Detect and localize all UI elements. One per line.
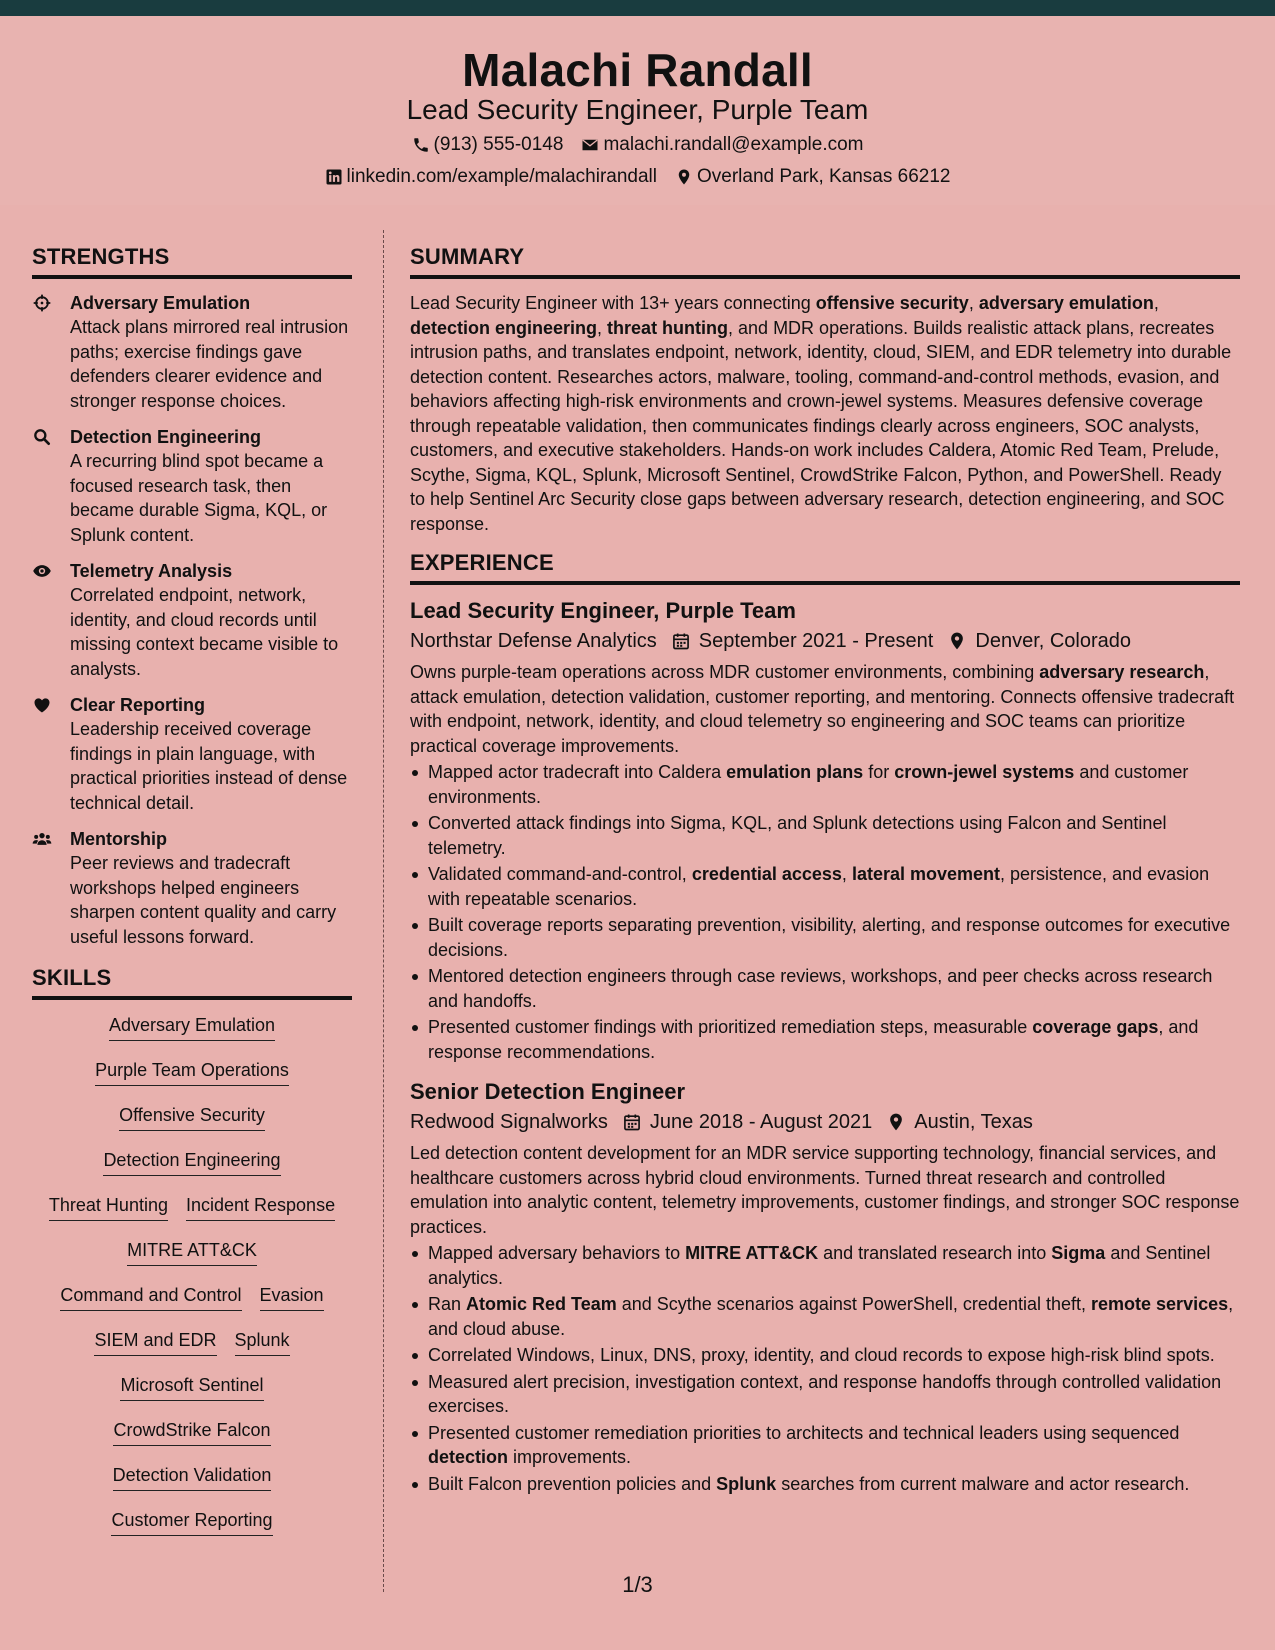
bullet-segment: Ran	[428, 1294, 467, 1314]
calendar-icon	[657, 631, 699, 651]
crosshairs-icon	[32, 291, 70, 413]
bullet-emphasis: MITRE ATT&CK	[685, 1243, 819, 1263]
envelope-icon	[581, 136, 599, 154]
bullet-segment: and customer environments.	[428, 762, 1189, 807]
calendar-icon	[608, 1112, 650, 1132]
skill-tag: Offensive Security	[119, 1104, 265, 1131]
job-meta	[410, 626, 1240, 656]
summary-emphasis: adversary emulation	[978, 293, 1154, 313]
bullet-emphasis: credential access	[691, 864, 842, 884]
skill-tag: Detection Validation	[113, 1464, 272, 1491]
search-icon	[32, 425, 70, 547]
summary-text	[410, 291, 1240, 536]
bullet-segment: and Sentinel analytics.	[428, 1243, 1211, 1288]
bullet-segment: , and response recommendations.	[428, 1017, 1199, 1062]
heart-icon	[32, 693, 70, 815]
bullet-segment: Mentored detection engineers through case reviews, workshops, and peer checks across research and handoffs.	[428, 966, 1213, 1011]
skill-row	[113, 1417, 270, 1462]
skill-tag: Purple Team Operations	[95, 1059, 289, 1086]
job-bullet	[410, 760, 1240, 809]
bullet-emphasis: detection	[428, 1447, 509, 1467]
skill-row	[95, 1057, 289, 1102]
page-number: 1/3	[622, 1572, 653, 1597]
linkedin-text: linkedin.com/example/malachirandall	[346, 166, 657, 187]
skill-row	[127, 1237, 257, 1282]
skills-list	[32, 1012, 352, 1552]
job-summary-segment: Owns purple-team operations across MDR customer environments, combining	[410, 662, 1040, 682]
summary-emphasis: offensive security	[815, 293, 969, 313]
summary-segment: ,	[1153, 293, 1159, 313]
skill-tag: Microsoft Sentinel	[120, 1374, 263, 1401]
job-company: Redwood Signalworks	[410, 1111, 608, 1133]
contact-row-primary	[0, 134, 1275, 156]
job-company: Northstar Defense Analytics	[410, 630, 657, 652]
job-summary	[410, 1141, 1240, 1239]
skill-tag: Incident Response	[186, 1194, 335, 1221]
skill-row	[119, 1102, 265, 1147]
strength-item	[32, 693, 352, 815]
skill-row	[94, 1327, 289, 1372]
summary-segment: Lead Security Engineer with 13+ years connecting	[410, 293, 816, 313]
job-title: Lead Security Engineer, Purple Team	[410, 598, 796, 623]
bullet-emphasis: coverage gaps	[1032, 1017, 1159, 1037]
bullet-segment: Presented customer findings with prioritized remediation steps, measurable	[428, 1017, 1033, 1037]
email-text: malachi.randall@example.com	[603, 134, 864, 155]
map-pin-icon	[933, 631, 975, 651]
eye-icon	[32, 559, 70, 681]
job-bullet	[410, 1343, 1240, 1368]
skill-tag: CrowdStrike Falcon	[113, 1419, 270, 1446]
summary-emphasis: threat hunting	[607, 317, 729, 338]
contact-row-secondary	[0, 166, 1275, 188]
skill-row	[49, 1192, 335, 1237]
strength-title: Telemetry Analysis	[70, 561, 233, 581]
candidate-name: Malachi Randall	[462, 44, 813, 96]
bullet-emphasis: lateral movement	[851, 864, 1000, 884]
job-bullet	[410, 1292, 1240, 1341]
job-bullets	[410, 1241, 1240, 1496]
location-text: Overland Park, Kansas 66212	[697, 166, 951, 187]
job-dates: September 2021 - Present	[698, 630, 934, 652]
job-location: Denver, Colorado	[975, 630, 1132, 652]
job-bullet	[410, 1370, 1240, 1419]
strengths-heading: STRENGTHS	[32, 244, 352, 279]
skill-row	[111, 1507, 272, 1552]
experience-list	[410, 597, 1240, 1496]
bullet-segment: Correlated Windows, Linux, DNS, proxy, identity, and cloud records to expose high-risk blind spots.	[428, 1345, 1215, 1365]
bullet-emphasis: crown-jewel systems	[894, 762, 1075, 782]
strength-description: Peer reviews and tradecraft workshops helped engineers sharpen content quality and carry useful lessons forward.	[70, 853, 337, 947]
phone-icon	[412, 136, 430, 154]
job-bullet	[410, 862, 1240, 911]
job-bullet	[410, 1472, 1240, 1497]
job-bullet	[410, 1241, 1240, 1290]
job-bullet	[410, 913, 1240, 962]
bullet-segment: and translated research into	[818, 1243, 1052, 1263]
strength-title: Adversary Emulation	[70, 293, 251, 313]
location-contact	[675, 166, 951, 188]
skill-tag: SIEM and EDR	[94, 1329, 216, 1356]
email-contact[interactable]	[581, 134, 863, 156]
strength-description: Leadership received coverage findings in plain language, with practical priorities instead of dense technical detail.	[70, 719, 348, 813]
strength-title: Mentorship	[70, 829, 167, 849]
strength-item	[32, 559, 352, 681]
summary-emphasis: detection engineering	[410, 317, 598, 338]
job-meta	[410, 1107, 1240, 1137]
job-entry	[410, 597, 1240, 1064]
users-icon	[32, 827, 70, 949]
job-bullet	[410, 1015, 1240, 1064]
job-bullet	[410, 1421, 1240, 1470]
bullet-emphasis: Atomic Red Team	[466, 1294, 617, 1314]
summary-heading: SUMMARY	[410, 244, 1240, 279]
phone-contact[interactable]	[412, 134, 564, 156]
bullet-segment: and Scythe scenarios against PowerShell, credential theft,	[616, 1294, 1092, 1314]
summary-segment: ,	[968, 293, 979, 313]
bullet-emphasis: emulation plans	[726, 762, 864, 782]
job-summary-segment: , attack emulation, detection validation, customer reporting, and mentoring. Connects offensive tradecraft with endpoint, network, identity, and cloud telemetry so engineering and SOC teams can prioritize practical coverage improvements.	[410, 662, 1235, 756]
linkedin-contact[interactable]	[325, 166, 658, 188]
strength-item	[32, 827, 352, 949]
candidate-title: Lead Security Engineer, Purple Team	[406, 94, 869, 125]
job-bullet	[410, 811, 1240, 860]
bullet-segment: improvements.	[508, 1447, 632, 1467]
bullet-segment: ,	[841, 864, 852, 884]
strength-body	[70, 827, 352, 949]
skill-tag: Splunk	[235, 1329, 290, 1356]
skill-tag: Detection Engineering	[103, 1149, 280, 1176]
summary-segment: , and MDR operations. Builds realistic attack plans, recreates intrusion paths, and translates endpoint, network, identity, cloud, SIEM, and EDR telemetry into durable detection content. Researches actors, malware, tooling, command-and-control methods, evasion, and behaviors affecting high-risk environments and crown-jewel systems. Measures defensive coverage through repeatable validation, then communicates findings clearly across engineers, SOC analysts, customers, and executive stakeholders. Hands-on work includes Caldera, Atomic Red Team, Prelude, Scythe, Sigma, KQL, Splunk, Microsoft Sentinel, CrowdStrike Falcon, Python, and PowerShell. Ready to help Sentinel Arc Security close gaps between adversary research, detection engineering, and SOC response.	[410, 317, 1232, 534]
job-entry	[410, 1078, 1240, 1496]
bullet-segment: Mapped adversary behaviors to	[428, 1243, 686, 1263]
job-dates: June 2018 - August 2021	[649, 1111, 873, 1133]
bullet-segment: Built coverage reports separating prevention, visibility, alerting, and response outcomes for executive decisions.	[428, 915, 1231, 960]
skill-tag: Threat Hunting	[49, 1194, 168, 1221]
bullet-segment: , persistence, and evasion with repeatable scenarios.	[428, 864, 1210, 909]
job-bullet	[410, 964, 1240, 1013]
bullet-segment: Converted attack findings into Sigma, KQL, and Splunk detections using Falcon and Sentinel telemetry.	[428, 813, 1167, 858]
left-column	[32, 244, 352, 1552]
strength-body	[70, 425, 352, 547]
bullet-emphasis: Splunk	[716, 1473, 777, 1494]
bullet-emphasis: Sigma	[1051, 1243, 1106, 1263]
job-summary-emphasis: adversary research	[1039, 662, 1205, 682]
strength-title: Clear Reporting	[70, 695, 206, 715]
skill-tag: Adversary Emulation	[109, 1014, 275, 1041]
skill-tag: Evasion	[260, 1284, 324, 1311]
strengths-list	[32, 291, 352, 949]
bullet-segment: , and cloud abuse.	[428, 1294, 1234, 1339]
skill-row	[120, 1372, 263, 1417]
job-location: Austin, Texas	[914, 1111, 1033, 1133]
job-bullets	[410, 760, 1240, 1064]
strength-description: Attack plans mirrored real intrusion paths; exercise findings gave defenders clearer evidence and stronger response choices.	[70, 317, 349, 411]
resume-header	[0, 16, 1275, 205]
bullet-segment: for	[863, 762, 895, 782]
experience-heading: EXPERIENCE	[410, 550, 1240, 585]
skill-row	[113, 1462, 272, 1507]
skills-heading: SKILLS	[32, 965, 352, 1000]
skill-row	[103, 1147, 280, 1192]
strength-item	[32, 291, 352, 413]
right-column	[410, 244, 1240, 1498]
bullet-segment: Built Falcon prevention policies and	[428, 1473, 717, 1494]
job-summary-segment: Led detection content development for an MDR service supporting technology, financial services, and healthcare customers across hybrid cloud environments. Turned threat research and controlled emulation into analytic content, telemetry improvements, customer findings, and stronger SOC response practices.	[410, 1143, 1240, 1237]
strength-body	[70, 559, 352, 681]
job-summary	[410, 660, 1240, 758]
strength-description: A recurring blind spot became a focused research task, then became durable Sigma, KQL, or Splunk content.	[70, 451, 328, 545]
linkedin-icon	[325, 168, 343, 186]
map-pin-icon	[675, 168, 693, 186]
skill-tag: MITRE ATT&CK	[127, 1239, 257, 1266]
strength-item	[32, 425, 352, 547]
skill-tag: Customer Reporting	[111, 1509, 272, 1536]
bullet-emphasis: remote services	[1091, 1294, 1229, 1314]
skill-tag: Command and Control	[60, 1284, 241, 1311]
summary-segment: ,	[597, 317, 608, 338]
bullet-segment: searches from current malware and actor research.	[776, 1473, 1190, 1494]
bullet-segment: Validated command-and-control,	[428, 864, 692, 884]
top-accent-bar	[0, 0, 1275, 16]
bullet-segment: Presented customer remediation priorities to architects and technical leaders using sequenced	[428, 1422, 1180, 1443]
strength-body	[70, 693, 352, 815]
bullet-segment: Measured alert precision, investigation context, and response handoffs through controlled validation exercises.	[428, 1371, 1222, 1416]
strength-description: Correlated endpoint, network, identity, and cloud records until missing context became visible to analysts.	[70, 585, 339, 679]
phone-text: (913) 555-0148	[433, 134, 564, 155]
bullet-segment: Mapped actor tradecraft into Caldera	[428, 762, 727, 782]
skill-row	[109, 1012, 275, 1057]
skill-row	[60, 1282, 323, 1327]
strength-title: Detection Engineering	[70, 427, 262, 447]
column-divider	[383, 230, 384, 1592]
strength-body	[70, 291, 352, 413]
job-title: Senior Detection Engineer	[410, 1079, 686, 1104]
map-pin-icon	[872, 1112, 914, 1132]
